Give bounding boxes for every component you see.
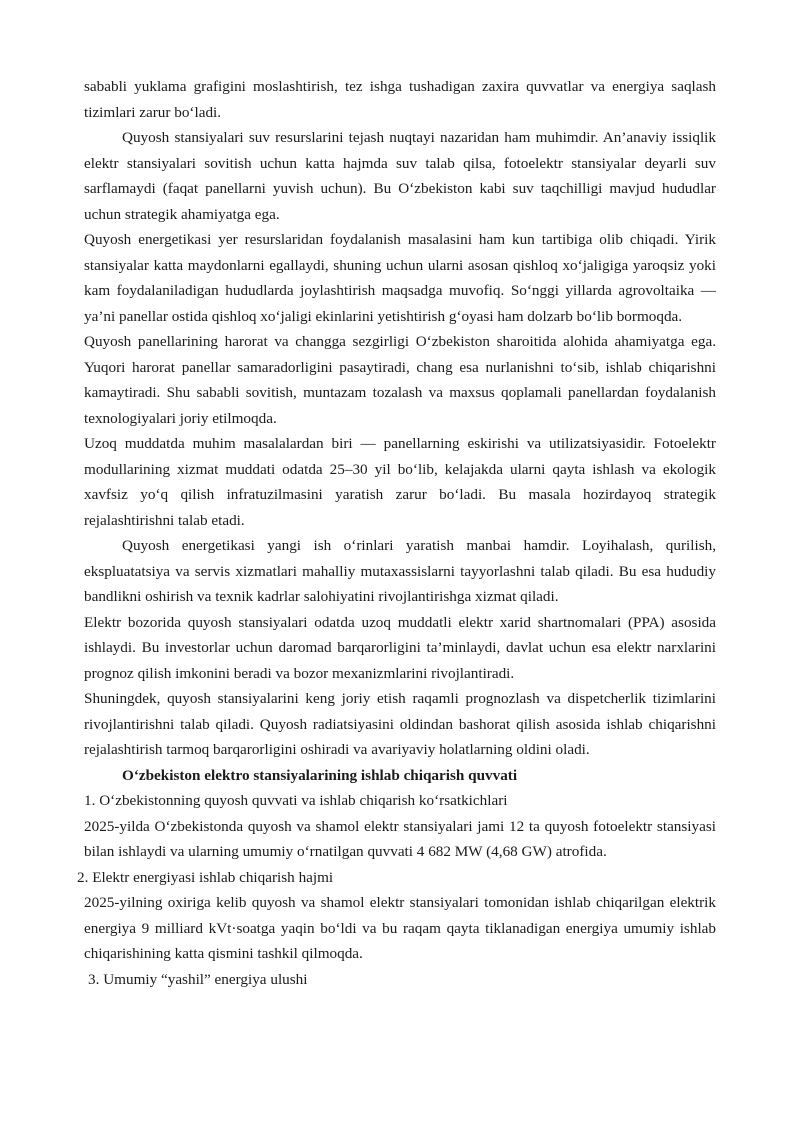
paragraph-land-use: Quyosh energetikasi yer resurslaridan foydalanish masalasini ham kun tartibiga olib chiqadi. Yirik stansiyalar katta maydonlarni egallaydi, shuning uchun ularni asosan qishloq xo‘jaligiga yaroqsiz yoki kam foydalaniladigan hududlarda joylashtirish maqsadga muvofiq. So‘nggi yillarda agrovoltaika — ya’ni panellar ostida qishloq xo‘jaligi ekinlarini yetishtirish g‘oyasi ham dolzarb bo‘lib bormoqda. bbox=[84, 231, 716, 325]
list-item-title-2: 2. Elektr energiyasi ishlab chiqarish hajmi bbox=[77, 868, 334, 886]
paragraph-load-schedule: sababli yuklama grafigini moslashtirish, tez ishga tushadigan zaxira quvvatlar va energiya saqlash tizimlari zarur bo‘ladi. bbox=[84, 78, 716, 121]
document-page bbox=[77, 74, 716, 992]
paragraph-water-saving: Quyosh stansiyalari suv resurslarini tejash nuqtayi nazaridan ham muhimdir. An’anaviy issiqlik elektr stansiyalari sovitish uchun katta hajmda suv talab qilsa, fotoelektr stansiyalar deyarli suv sarflamaydi (faqat panellarni yuvish uchun). Bu O‘zbekiston kabi suv taqchilligi mavjud hududlar uchun strategik ahamiyatga ega. bbox=[84, 129, 716, 223]
paragraph-forecasting: Shuningdek, quyosh stansiyalarini keng joriy etish raqamli prognozlash va dispetcherlik tizimlarini rivojlantirishni talab qiladi. Quyosh radiatsiyasini oldindan bashorat qilish asosida ishlab chiqarishni rejalashtirish tarmoq barqarorligini oshiradi va avariyaviy holatlarning oldini oladi. bbox=[84, 690, 716, 758]
list-item-title-3: 3. Umumiy “yashil” energiya ulushi bbox=[88, 970, 308, 988]
paragraph-ppa: Elektr bozorida quyosh stansiyalari odatda uzoq muddatli elektr xarid shartnomalari (PPA) asosida ishlaydi. Bu investorlar uchun daromad barqarorligini ta’minlaydi, davlat uchun esa elektr narxlarini prognoz qilish imkonini beradi va bozor mexanizmlarini rivojlantiradi. bbox=[84, 613, 716, 682]
list-item-text-2: 2025-yilning oxiriga kelib quyosh va shamol elektr stansiyalari tomonidan ishlab chiqarilgan elektrik energiya 9 milliard kVt·soatga yaqin bo‘ldi va bu raqam qayta tiklanadigan energiya umumiy ishlab chiqarishining katta qismini tashkil qilmoqda. bbox=[84, 894, 716, 962]
section-heading: O‘zbekiston elektro stansiyalarining ishlab chiqarish quvvati bbox=[122, 766, 518, 784]
paragraph-panel-recycling: Uzoq muddatda muhim masalalardan biri — panellarning eskirishi va utilizatsiyasidir. Fotoelektr modullarining xizmat muddati odatda 25–30 yil bo‘lib, kelajakda ularni qayta ishlash va ekologik xavfsiz yo‘q qilish infratuzilmasini yaratish zarur bo‘ladi. Bu masala hozirdayoq strategik rejalashtirishni talab etadi. bbox=[84, 435, 716, 529]
paragraph-heat-dust: Quyosh panellarining harorat va changga sezgirligi O‘zbekiston sharoitida alohida ahamiyatga ega. Yuqori harorat panellar samaradorligini pasaytiradi, chang esa nurlanishni to‘sib, ishlab chiqarishni kamaytiradi. Shu sababli sovitish, muntazam tozalash va maxsus qoplamali panellardan foydalanish texnologiyalari joriy etilmoqda. bbox=[84, 333, 716, 427]
list-item-text-1: 2025-yilda O‘zbekistonda quyosh va shamol elektr stansiyalari jami 12 ta quyosh fotoelektr stansiyasi bilan ishlaydi va ularning umumiy o‘rnatilgan quvvati 4 682 MW (4,68 GW) atrofida. bbox=[84, 817, 716, 860]
list-item-title-1: 1. O‘zbekistonning quyosh quvvati va ishlab chiqarish ko‘rsatkichlari bbox=[84, 792, 508, 809]
paragraph-jobs: Quyosh energetikasi yangi ish o‘rinlari yaratish manbai hamdir. Loyihalash, qurilish, ekspluatatsiya va servis xizmatlari mahalliy mutaxassislarni tayyorlashni talab qiladi. Bu esa hududiy bandlikni oshirish va texnik kadrlar salohiyatini rivojlantirishga xizmat qiladi. bbox=[84, 537, 716, 605]
